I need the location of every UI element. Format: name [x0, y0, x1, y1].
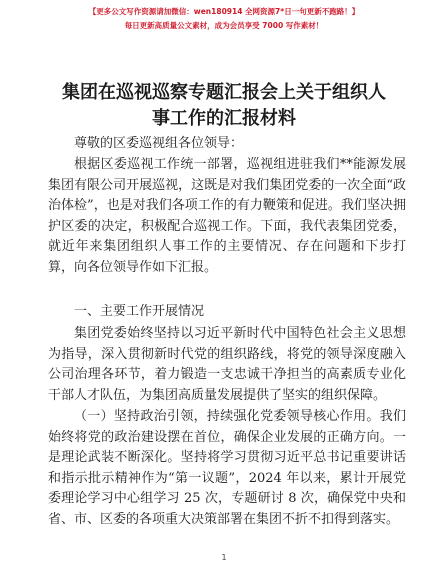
greeting: 尊敬的区委巡视组各位领导：	[74, 136, 244, 151]
paragraph-political-leadership: （一）坚持政治引领，持续强化党委领导核心作用。我们始终将党的政治建设摆在首位，确保企业发展的正确方向。一是理论武装不断深化。坚持将学习贯彻习近平总书记重要讲话和指示批示精神作为“第一议题”，2024 年以来，累计开展党委理论学习中心组学习 25 次，专题研讨 8 次，确保党中央和省、市、区委的各项重大决策部署在集团不折不扣得到落实。	[48, 409, 406, 527]
promo-banner-line-1: 【更多公文写作资源请加微信：wen180914 全网资源7*日一句更新不跑路！】	[88, 7, 360, 16]
document-title: 集团在巡视巡察专题汇报会上关于组织人事工作的汇报材料	[62, 82, 386, 129]
section-heading-1: 一、主要工作开展情况	[74, 304, 205, 319]
promo-banner-line-2: 每日更新高质量公文素材，成为会员享受 7000 写作素材！	[124, 21, 324, 30]
page-number: 1	[221, 553, 227, 562]
paragraph-intro: 根据区委巡视工作统一部署，巡视组进驻我们**能源发展集团有限公司开展巡视，这既是对我们集团党委的一次全面“政治体检”，也是对我们各项工作的有力鞭策和促进。我们坚决拥护区委的决定，积极配合巡视工作。下面，我代表集团党委，就近年来集团组织人事工作的主要情况、存在问题和下步打算，向各位领导作如下汇报。	[48, 157, 406, 275]
paragraph-overview: 集团党委始终坚持以习近平新时代中国特色社会主义思想为指导，深入贯彻新时代党的组织路线，将党的领导深度融入公司治理各环节，着力锻造一支忠诚干净担当的高素质专业化干部人才队伍，为集团高质量发展提供了坚实的组织保障。	[48, 326, 406, 403]
